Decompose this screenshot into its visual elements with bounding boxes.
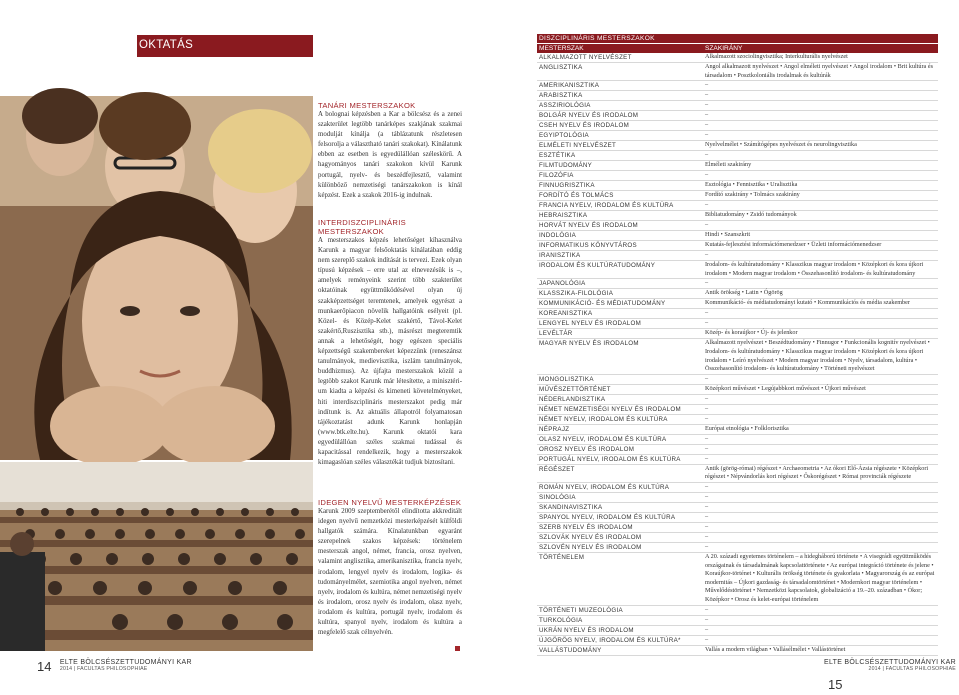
footer-faculty: ELTE BÖLCSÉSZETTUDOMÁNYI KAR <box>824 659 956 666</box>
specialization: – <box>705 101 709 109</box>
footer-year: 2014 | FACULTAS PHILOSOPHIAE <box>868 666 956 672</box>
program-name: HORVÁT NYELV ÉS IRODALOM <box>539 222 639 230</box>
specialization: Hindi • Szanszkrit <box>705 231 751 239</box>
program-name: OLASZ NYELV, IRODALOM ÉS KULTÚRA <box>539 435 667 443</box>
students-portrait-photo <box>0 96 313 460</box>
specialization: – <box>705 522 709 530</box>
program-name: TÖRTÉNETI MUZEOLÓGIA <box>539 606 623 614</box>
program-name: NÉDERLANDISZTIKA <box>539 395 606 403</box>
program-name: EGYIPTOLÓGIA <box>539 132 589 140</box>
specialization: – <box>705 434 709 442</box>
specialization: – <box>705 414 709 422</box>
left-footer <box>37 659 192 677</box>
program-name: UKRÁN NYELV ÉS IRODALOM <box>539 626 634 634</box>
table-row <box>537 616 938 626</box>
lecture-hall-photo <box>0 462 313 651</box>
specialization: – <box>705 492 709 500</box>
program-name: KOMMUNIKÁCIÓ- ÉS MÉDIATUDOMÁNY <box>539 300 666 308</box>
program-name: ESZTÉTIKA <box>539 152 576 160</box>
program-name: ELMÉLETI NYELVÉSZET <box>539 142 617 150</box>
program-name: ÚJGÖRÖG NYELV, IRODALOM ÉS KULTÚRA* <box>539 636 681 644</box>
program-name: PORTUGÁL NYELV, IRODALOM ÉS KULTÚRA <box>539 455 681 463</box>
specialization: – <box>705 374 709 382</box>
table-row <box>537 523 938 533</box>
table-row <box>537 221 938 231</box>
table-row <box>537 533 938 543</box>
program-name: HEBRAISZTIKA <box>539 212 588 220</box>
program-name: BOLGÁR NYELV ÉS IRODALOM <box>539 112 639 120</box>
specialization: – <box>705 542 709 550</box>
specialization: – <box>705 91 709 99</box>
specialization: – <box>705 482 709 490</box>
specialization: Vallás a modern világban • Vallásélmélet • Vallástörténet <box>705 645 846 653</box>
specialization: – <box>705 605 709 613</box>
table-row <box>537 375 938 385</box>
table-row <box>537 415 938 425</box>
table-row <box>537 493 938 503</box>
table-row <box>537 465 938 483</box>
specialization: – <box>705 404 709 412</box>
specialization: A 20. századi egyetemes történelem – a hidegháború története • A visegrádi együttműködés országainak és társadalmának kapcsolattörténete • Az európai integráció története és jelene • Koraújkor-történet • Kulturális örökség története és gyakorlata • Magyarország és az európai modernitás – Újkori gazdaság- és társadalomtörténet • Modernkori magyar történelem • Művelődéstörténet • Nemzetközi kapcsolatok, globalizáció a 19.–20. században • Ókor; Középkor • Orosz és kelet-európai történelem <box>705 552 935 603</box>
table-title: DISZCIPLINÁRIS MESTERSZAKOK <box>537 34 938 43</box>
program-name: KLASSZIKA-FILOLÓGIA <box>539 290 614 298</box>
table-row <box>537 395 938 405</box>
table-row <box>537 329 938 339</box>
specialization: Alkalmazott szociolingvisztika; Interkulturális nyelvészet <box>705 53 848 60</box>
section-heading: TANÁRI MESTERSZAKOK <box>318 101 416 110</box>
table-row <box>537 299 938 309</box>
table-row <box>537 191 938 201</box>
specialization: Antik (görög-római) régészet • Archaeometria • Az ókori Elő-Ázsia régészete • Középkori régészet • Népvándorlás kori régészet • Őskorégészet • Római provinciák régészete <box>705 464 929 481</box>
program-name: VALLÁSTUDOMÁNY <box>539 646 602 654</box>
specialization: – <box>705 615 709 623</box>
table-row <box>537 646 938 656</box>
program-name: ASSZIRIOLÓGIA <box>539 102 591 110</box>
program-name: SINOLÓGIA <box>539 493 576 501</box>
program-name: INDOLÓGIA <box>539 232 577 240</box>
table-row <box>537 503 938 513</box>
specialization: – <box>705 512 709 520</box>
table-row <box>537 63 938 81</box>
table-row <box>537 405 938 415</box>
program-name: LEVÉLTÁR <box>539 330 573 338</box>
section-body: A mesterszakos képzés lehetőséget kíhasználva Karunk a magyar felsőoktatás kínálatában eddig nem szereplő szakok indítását is tervezi. Ezek olyan típusú képzések – erre utal az elnevezésük is –, amelyek reményeink szerint több szakterület oktatóinak együttműködésével olyan új szakképzettséget teremtenek, amelyek egyrészt a munkaerőpiacon növelik hallgatóink esélyeit (pl. Közel- és Közép-Kelet szakértő, Távol-Kelet szakértő,Ruszisztika stb.), másrészt megteremtik annak a lehetőségét, hogy egészen speciális képzettségű szakembereket képezzünk (reneszánsz tanulmányok, medievisztika, iszlám tanulmányok, buddhizmus). Az újfajta mesterszakok közül a legtöbb szakot Karunk már létesítette, a minisztérium kiadta a képzési és kimeneti követelményeket, hiti interdiszciplináris mesterszakot pedig már indítunk is. Az aktuális állapotról folyamatosan tájékoztatást adunk Karunk honlapján (www.btk.elte.hu). Karunk oktatói kara egyedülállóan széles szakmai tudással és kapacitással rendelkezik, hogy a mesterszakok kimagaslóan széles választékát tudjuk biztosítani. <box>318 237 462 467</box>
specialization: – <box>705 279 709 287</box>
end-mark-square <box>455 646 460 651</box>
program-name: KOREANISZTIKA <box>539 310 593 318</box>
table-row <box>537 111 938 121</box>
program-name: IRODALOM ÉS KULTÚRATUDOMÁNY <box>539 262 656 270</box>
table-row <box>537 131 938 141</box>
page-number: 15 <box>828 677 843 692</box>
table-row <box>537 141 938 151</box>
specialization: – <box>705 121 709 129</box>
specialization: Esztológia • Fennisztika • Uralisztika <box>705 181 798 189</box>
right-footer <box>824 659 959 695</box>
specialization: Európai etnológia • Folklorisztika <box>705 424 789 432</box>
program-name: TÖRTÉNELEM <box>539 553 585 561</box>
section-teacher-masters <box>318 101 462 201</box>
program-name: ROMÁN NYELV, IRODALOM ÉS KULTÚRA <box>539 483 670 491</box>
table-row <box>537 151 938 161</box>
table-row <box>537 91 938 101</box>
specialization: – <box>705 221 709 229</box>
left-page <box>0 0 479 675</box>
specialization: – <box>705 635 709 643</box>
section-body: A bolognai képzésben a Kar a bölcsész és a zenei szakterület legtöbb tanárképes szakjának szakmai modulját kínálja (a táblázatunk részletesen felsorolja a választható tanári szakokat). Kínálatunk ebben az esetben is egyedülállóan széleskörű. A hagyományos tanári szakokon kívül Karunk portugál, nyelv- és beszédfejlesztő, valamint különböző nemzetiségi tanárszakokon is kínál képzést. Ezek a szakok 2016-ig indulnak. <box>318 111 462 199</box>
specialization: – <box>705 394 709 402</box>
program-name: JAPANOLÓGIA <box>539 280 586 288</box>
table-row <box>537 339 938 374</box>
specialization: – <box>705 111 709 119</box>
table-row <box>537 171 938 181</box>
lecture-hall-illustration <box>0 462 313 651</box>
specialization: – <box>705 444 709 452</box>
program-name: ALKALMAZOTT NYELVÉSZET <box>539 54 632 61</box>
specialization: Bibliatudomány • Zsidó tudományok <box>705 211 797 219</box>
table-row <box>537 385 938 395</box>
table-body <box>537 53 938 656</box>
table-row <box>537 81 938 91</box>
program-name: IRANISZTIKA <box>539 252 581 260</box>
column-header-program: MESTERSZAK <box>539 45 584 52</box>
table-row <box>537 626 938 636</box>
table-row <box>537 201 938 211</box>
specialization: – <box>705 319 709 327</box>
page-number: 14 <box>37 659 52 674</box>
program-name: SPANYOL NYELV, IRODALOM ÉS KULTÚRA <box>539 513 676 521</box>
table-row <box>537 319 938 329</box>
specialization: – <box>705 309 709 317</box>
section-tab <box>137 35 313 57</box>
table-row <box>537 251 938 261</box>
table-row <box>537 261 938 279</box>
program-name: FRANCIA NYELV, IRODALOM ÉS KULTÚRA <box>539 202 674 210</box>
table-row <box>537 121 938 131</box>
table-row <box>537 289 938 299</box>
table-row <box>537 553 938 606</box>
students-portrait-illustration <box>0 96 313 460</box>
specialization: – <box>705 171 709 179</box>
specialization: Antik örökség • Latin • Ógörög <box>705 289 783 297</box>
specialization: Kommunikáció- és médiatudományi kutató • Kommunikációs és média szakember <box>705 299 910 307</box>
program-name: FILOZÓFIA <box>539 172 574 180</box>
section-heading: IDEGEN NYELVŰ MESTERKÉPZÉSEK <box>318 498 462 507</box>
table-row <box>537 181 938 191</box>
specialization: Közép- és koraújkor • Új- és jelenkor <box>705 329 798 337</box>
table-row <box>537 161 938 171</box>
section-foreign-language-masters <box>318 498 462 638</box>
table-row <box>537 455 938 465</box>
specialization: Középkori művészet • Legújabbkori művészet • Újkori művészet <box>705 384 866 392</box>
program-name: NÉPRAJZ <box>539 425 570 433</box>
specialization: – <box>705 131 709 139</box>
specialization: Angol alkalmazott nyelvészet • Angol elméleti nyelvészet • Angol irodalom • Brit kultúra és társadalom • Posztkoloniális irodalmak és kultúrák <box>705 63 933 79</box>
program-name: OROSZ NYELV ÉS IRODALOM <box>539 445 635 453</box>
table-row <box>537 445 938 455</box>
program-name: SZLOVÉN NYELV ÉS IRODALOM <box>539 543 642 551</box>
specialization: Elméleti szakirány <box>705 161 752 169</box>
table-row <box>537 241 938 251</box>
right-page <box>480 0 959 692</box>
footer-year: 2014 | FACULTAS PHILOSOPHIAE <box>59 666 148 672</box>
table-row <box>537 513 938 523</box>
masters-table <box>537 34 938 656</box>
table-row <box>537 606 938 616</box>
program-name: TURKOLÓGIA <box>539 616 583 624</box>
program-name: SZERB NYELV ÉS IRODALOM <box>539 523 633 531</box>
table-row <box>537 425 938 435</box>
program-name: MONGOLISZTIKA <box>539 375 594 383</box>
specialization: Irodalom- és kultúratudomány • Klasszikus magyar irodalom • Középkori és kora újkori irodalom • Modern magyar irodalom • Összehasonlító irodalom- és kultúratudomány <box>705 261 924 277</box>
table-row <box>537 211 938 221</box>
section-body: Karunk 2009 szeptemberétől elindította akkreditált idegen nyelvű nemzetközi mesterképzését külföldi hallgatók számára. Kínalatunkban egyaránt szerepelnek szakos képzések: történelem mesterszak angol, német, francia, orosz nyelven, valamint anglisztika, amerikanisztika, francia nyelv, irodalom, lengyel nyelv és irodalom, logika- és tudományelmélet, szemiotika angol nyelven, német nyelv, irodalom és kultúra, német nemzetiségi nyelv és irodalom, orosz nyelv és irodalom, olasz nyelv, irodalom és kultúra, portugál nyelv, irodalom és kultúra, spanyol nyelv, irodalom és kultúra a megfelelő szak célnyelvén. <box>318 508 462 637</box>
program-name: ANGLISZTIKA <box>539 64 583 71</box>
program-name: NÉMET NEMZETISÉGI NYELV ÉS IRODALOM <box>539 405 681 413</box>
program-name: ARABISZTIKA <box>539 92 583 100</box>
table-row <box>537 543 938 553</box>
table-row <box>537 53 938 63</box>
specialization: Alkalmazott nyelvészet • Beszédtudomány • Finnugor • Funkcionális kognitív nyelvészet • Irodalom- és kultúratudomány • Klasszikus magyar irodalom • Középkori és kora újkori irodalom • Leíró nyelvészet • Modern magyar irodalom • Nyelv, társadalom, kultúra • Összehasonlító irodalom- és kultúratudomány • Történeti nyelvészet <box>705 339 930 373</box>
program-name: MŰVÉSZETTÖRTÉNET <box>539 385 611 393</box>
specialization: – <box>705 81 709 89</box>
footer-faculty: ELTE BÖLCSÉSZETTUDOMÁNYI KAR <box>59 659 192 666</box>
specialization: – <box>705 532 709 540</box>
table-row <box>537 279 938 289</box>
table-row <box>537 231 938 241</box>
specialization: – <box>705 502 709 510</box>
program-name: SZLOVÁK NYELV ÉS IRODALOM <box>539 533 642 541</box>
program-name: MAGYAR NYELV ÉS IRODALOM <box>539 340 639 348</box>
program-name: AMERIKANISZTIKA <box>539 82 600 90</box>
program-name: FORDÍTÓ ÉS TOLMÁCS <box>539 192 614 200</box>
specialization: – <box>705 201 709 209</box>
section-heading: INTERDISZCIPLINÁRIS MESTERSZAKOK <box>318 218 406 236</box>
specialization: – <box>705 151 709 159</box>
program-name: SKANDINAVISZTIKA <box>539 503 603 511</box>
table-row <box>537 435 938 445</box>
specialization: Fordító szakirány • Tolmács szakirány <box>705 191 800 199</box>
table-header <box>537 44 938 53</box>
program-name: INFORMATIKUS KÖNYVTÁROS <box>539 242 637 250</box>
program-name: CSEH NYELV ÉS IRODALOM <box>539 122 630 130</box>
specialization: Kutatás-fejlesztési információmenedzser • Üzleti információmenedzser <box>705 241 882 249</box>
program-name: NÉMET NYELV, IRODALOM ÉS KULTÚRA <box>539 415 668 423</box>
program-name: FINNUGRISZTIKA <box>539 182 595 190</box>
specialization: – <box>705 454 709 462</box>
section-interdisciplinary-masters <box>318 218 462 468</box>
table-row <box>537 101 938 111</box>
table-row <box>537 636 938 646</box>
specialization: Nyelvelmélet • Számítógépes nyelvészet és neurolingvisztika <box>705 141 857 149</box>
program-name: FILMTUDOMÁNY <box>539 162 593 170</box>
specialization: – <box>705 625 709 633</box>
specialization: – <box>705 251 709 259</box>
column-header-specialization: SZAKIRÁNY <box>705 45 743 52</box>
table-row <box>537 309 938 319</box>
section-tab-label: OKTATÁS <box>139 39 194 51</box>
program-name: LENGYEL NYELV ÉS IRODALOM <box>539 320 642 328</box>
program-name: RÉGÉSZET <box>539 465 575 473</box>
table-row <box>537 483 938 493</box>
